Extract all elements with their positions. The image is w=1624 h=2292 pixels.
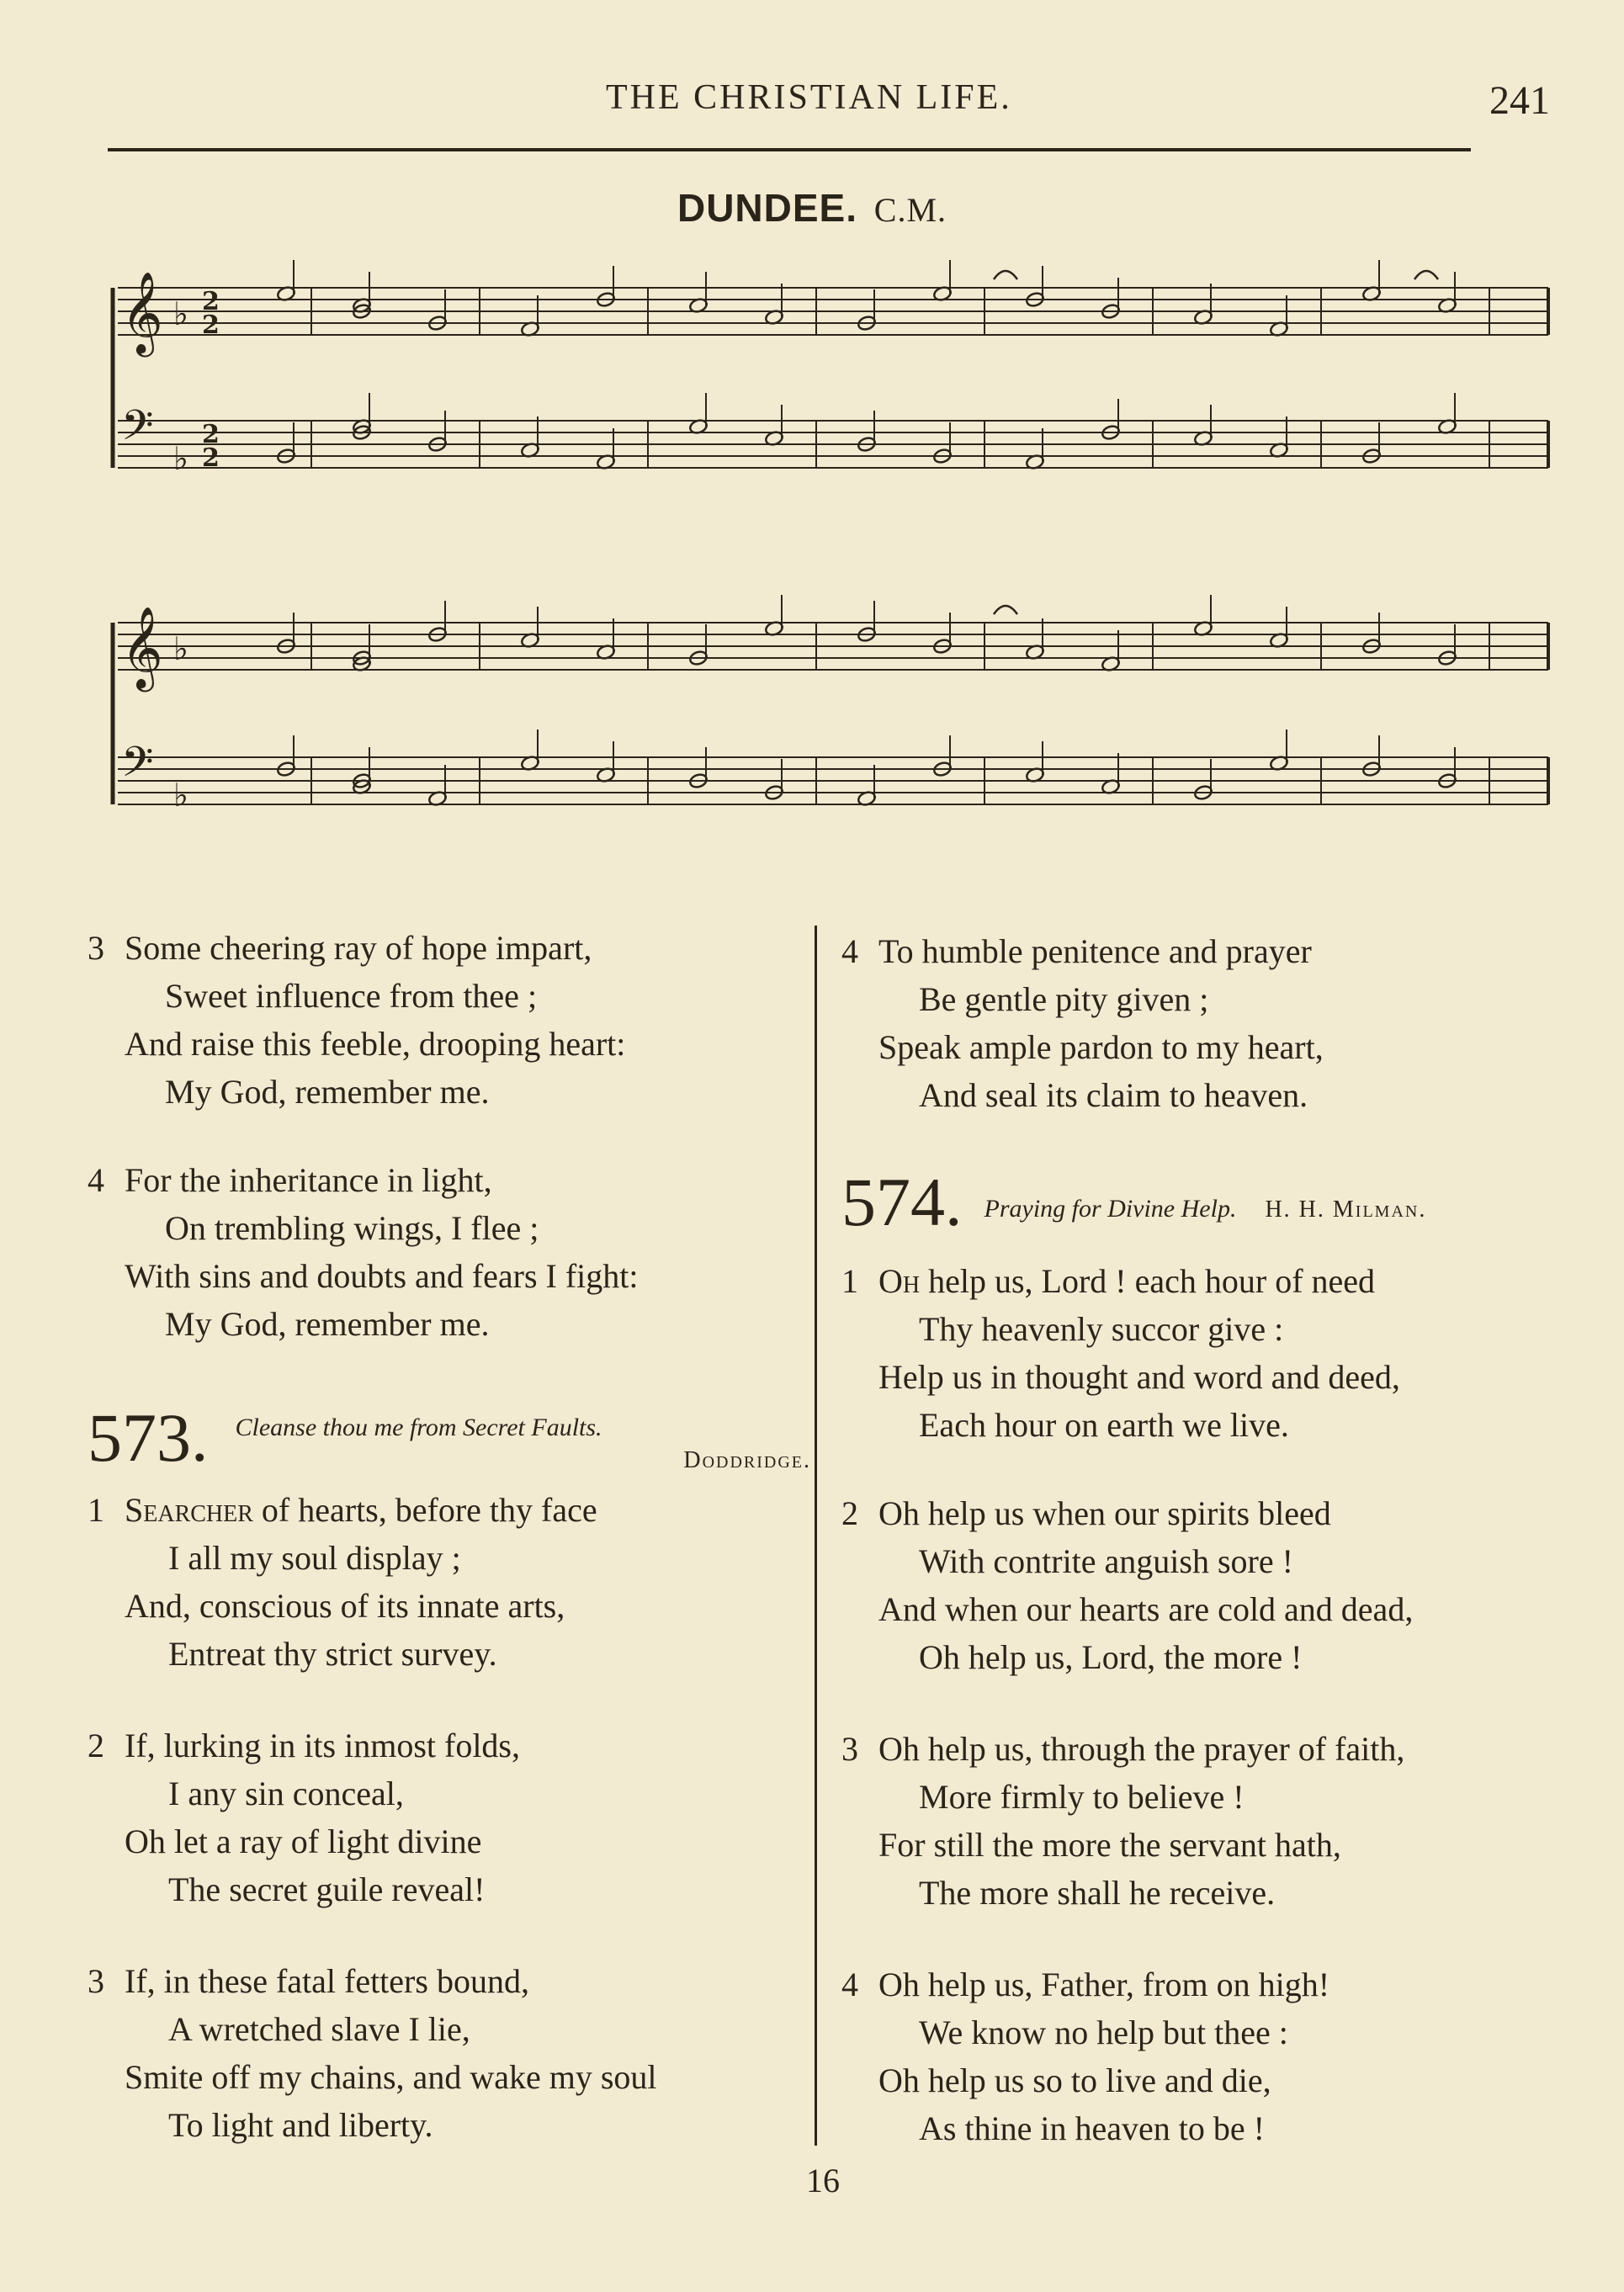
time-signature: 2 (202, 420, 220, 449)
stanza-line: And, conscious of its innate arts, (125, 1587, 565, 1625)
stanza-number: 4 (88, 1161, 104, 1199)
stanza-line: On trembling wings, I flee ; (165, 1209, 539, 1247)
stanza-line: I any sin conceal, (168, 1775, 404, 1812)
time-signature: 2 (202, 287, 220, 316)
stanza-line: Oh help us, Lord, the more ! (919, 1638, 1303, 1676)
stanza-line: help us, Lord ! each hour of need (920, 1262, 1376, 1300)
music-score (101, 244, 1565, 900)
stanza-first-word: Searcher (125, 1491, 253, 1529)
treble-clef-icon: 𝄞 (121, 606, 163, 688)
stanza-line: Smite off my chains, and wake my soul (125, 2058, 657, 2096)
hymn-number: 573. (88, 1399, 209, 1476)
hymn-573-stanza-3 (88, 1957, 657, 2149)
tune-name: DUNDEE. (677, 186, 857, 230)
hymn-author: H. H. Milman. (1265, 1196, 1427, 1223)
bass-clef-icon: 𝄢 (121, 738, 154, 797)
column-divider (815, 926, 817, 2146)
stanza-line: The more shall he receive. (919, 1874, 1276, 1912)
hymn-title: Cleanse thou me from Secret Faults. (235, 1414, 602, 1441)
right-stanza-4 (841, 927, 1324, 1119)
stanza-number: 3 (88, 929, 104, 967)
stanza-line: With sins and doubts and fears I fight: (125, 1257, 639, 1295)
hymn-573-heading (88, 1399, 811, 1476)
hymn-number: 574. (841, 1164, 963, 1240)
stanza-line: Each hour on earth we live. (919, 1406, 1289, 1444)
stanza-line: Sweet influence from thee ; (165, 977, 538, 1015)
treble-clef-icon: 𝄞 (121, 271, 163, 353)
bass-clef-icon: 𝄢 (121, 401, 154, 460)
stanza-line: And raise this feeble, drooping heart: (125, 1025, 626, 1063)
stanza-number: 3 (841, 1730, 858, 1768)
stanza-line: Oh let a ray of light divine (125, 1822, 482, 1860)
stanza-number: 4 (841, 1966, 858, 2003)
hymn-573-stanza-2 (88, 1722, 520, 1913)
stanza-line: And seal its claim to heaven. (919, 1076, 1308, 1114)
hymn-title: Praying for Divine Help. (984, 1195, 1237, 1223)
stanza-line: Oh help us, Father, from on high! (878, 1966, 1330, 2003)
hymn-574-stanza-1 (841, 1257, 1400, 1449)
stanza-number: 4 (841, 932, 858, 970)
stanza-line: Oh help us so to live and die, (878, 2061, 1271, 2099)
stanza-line: More firmly to believe ! (919, 1778, 1245, 1816)
fermata-icon (994, 606, 1017, 614)
header-rule (108, 148, 1471, 151)
key-flat-icon: ♭ (173, 295, 188, 332)
stanza-line: Be gentle pity given ; (919, 980, 1209, 1018)
fermata-icon (1414, 271, 1438, 279)
stanza-line: My God, remember me. (165, 1073, 490, 1111)
running-title: THE CHRISTIAN LIFE. (606, 78, 1012, 117)
stanza-line: If, lurking in its inmost folds, (125, 1727, 520, 1764)
signature-mark: 16 (806, 2162, 840, 2199)
stanza-line: My God, remember me. (165, 1305, 490, 1343)
left-stanza-4 (88, 1156, 639, 1348)
stanza-line: of hearts, before thy face (252, 1491, 597, 1529)
left-stanza-3 (88, 924, 625, 1116)
time-signature: 2 (202, 443, 220, 473)
stanza-line: With contrite anguish sore ! (919, 1542, 1293, 1580)
stanza-line: Help us in thought and word and deed, (878, 1358, 1400, 1396)
stanza-line: The secret guile reveal! (168, 1870, 486, 1908)
stanza-line: If, in these fatal fetters bound, (125, 1962, 529, 2000)
stanza-line: Entreat thy strict survey. (168, 1635, 497, 1673)
stanza-number: 3 (88, 1962, 104, 2000)
tune-meter: C.M. (873, 191, 947, 229)
fermata-icon (994, 271, 1017, 279)
stanza-line: For still the more the servant hath, (878, 1826, 1341, 1864)
stanza-line: Oh help us when our spirits bleed (878, 1494, 1331, 1532)
hymn-573-stanza-1 (88, 1486, 597, 1678)
stanza-line: Thy heavenly succor give : (919, 1310, 1284, 1348)
key-flat-icon: ♭ (173, 440, 188, 477)
stanza-line: For the inheritance in light, (125, 1161, 492, 1199)
tune-title (0, 185, 1624, 231)
stanza-line: And when our hearts are cold and dead, (878, 1590, 1414, 1628)
hymn-574-stanza-2 (841, 1489, 1413, 1681)
stanza-line: A wretched slave I lie, (168, 2010, 470, 2048)
hymn-author: Doddridge. (683, 1447, 811, 1473)
key-flat-icon: ♭ (173, 777, 188, 814)
stanza-line: Some cheering ray of hope impart, (125, 929, 592, 967)
stanza-number: 2 (88, 1727, 104, 1764)
time-signature: 2 (202, 310, 220, 340)
key-flat-icon: ♭ (173, 630, 188, 667)
hymn-574-heading (841, 1164, 1565, 1240)
stanza-line: To humble penitence and prayer (878, 932, 1312, 970)
stanza-line: We know no help but thee : (919, 2013, 1288, 2051)
stanza-line: I all my soul display ; (168, 1539, 461, 1577)
stanza-line: As thine in heaven to be ! (919, 2109, 1265, 2147)
stanza-line: Speak ample pardon to my heart, (878, 1028, 1324, 1066)
stanza-first-word: Oh (878, 1262, 921, 1300)
hymn-574-stanza-3 (841, 1725, 1404, 1917)
stanza-number: 2 (841, 1494, 858, 1532)
page-number: 241 (1489, 78, 1550, 123)
stanza-line: Oh help us, through the prayer of faith, (878, 1730, 1405, 1768)
hymn-574-stanza-4 (841, 1960, 1329, 2152)
stanza-number: 1 (88, 1491, 104, 1529)
stanza-line: To light and liberty. (168, 2106, 433, 2144)
stanza-number: 1 (841, 1262, 858, 1300)
